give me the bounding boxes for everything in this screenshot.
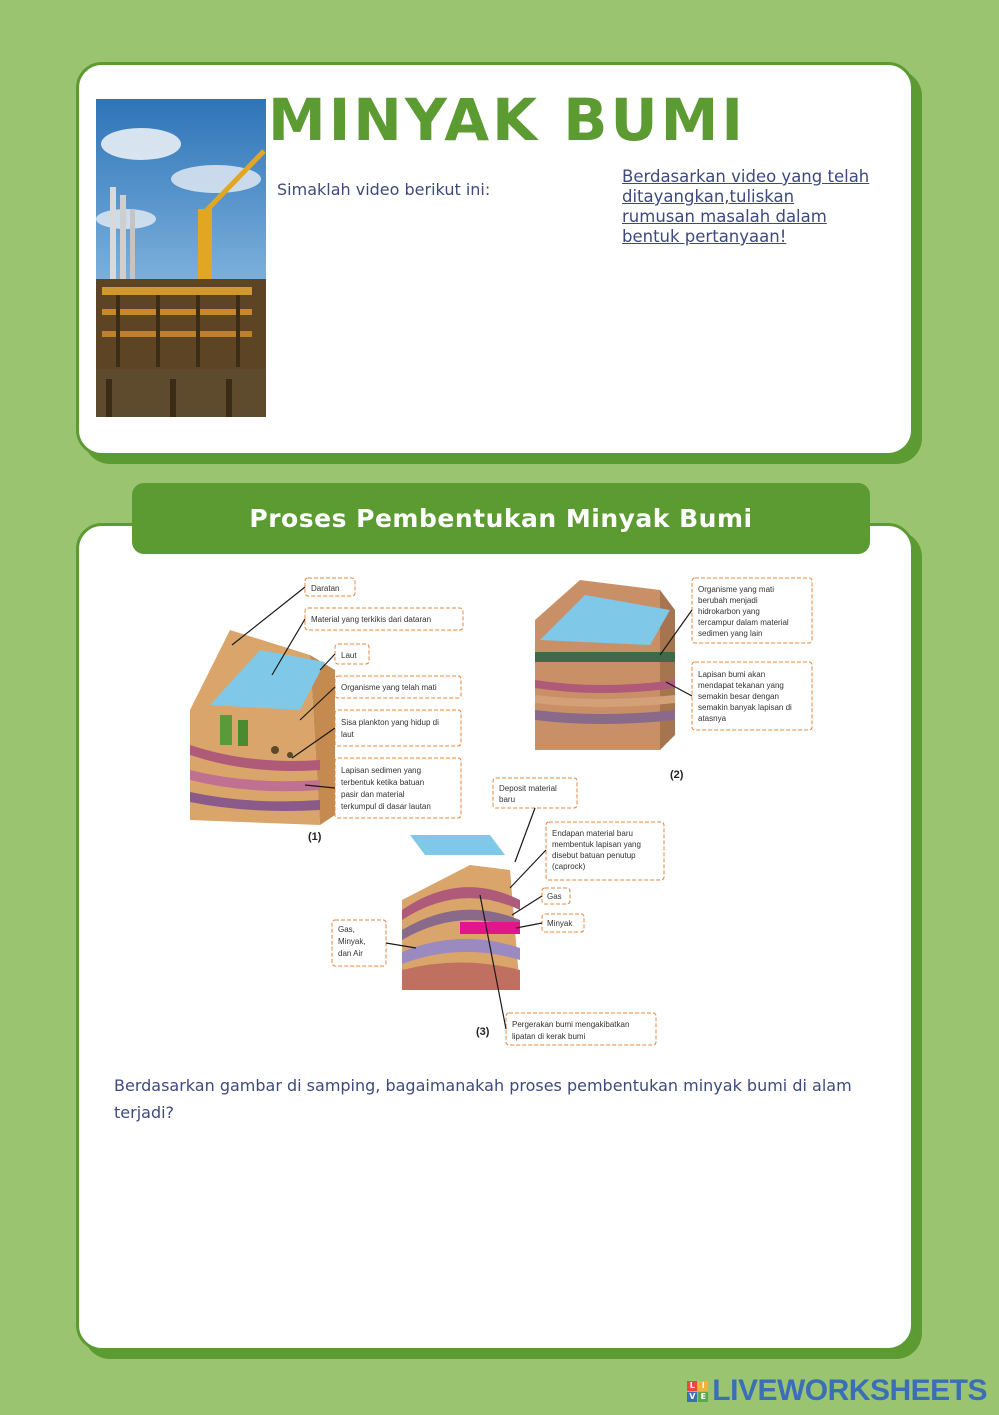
label-laut: Laut (341, 651, 357, 660)
label-organisme-mati: Organisme yang telah mati (341, 683, 437, 692)
label-endapan-2: membentuk lapisan yang (552, 840, 641, 849)
logo-letter-i: I (698, 1381, 708, 1391)
label-minyak: Minyak (547, 919, 573, 928)
label-tekanan-4: semakin banyak lapisan di (698, 703, 792, 712)
label-deposit-1: Deposit material (499, 784, 557, 793)
label-plankton-2: laut (341, 730, 354, 739)
diagram-stage-1 (190, 630, 335, 825)
question-text: Berdasarkan gambar di samping, bagaimanakah proses pembentukan minyak bumi di alam terjadi? (114, 1076, 852, 1122)
label-sedimen-2: terbentuk ketika batuan (341, 778, 425, 787)
label-pergerakan-1: Pergerakan bumi mengakibatkan (512, 1020, 630, 1029)
task-instruction-link[interactable]: Berdasarkan video yang telah ditayangkan,tuliskan rumusan masalah dalam bentuk pertanyaan! (622, 167, 870, 246)
label-hidrokarbon-2: berubah menjadi (698, 596, 758, 605)
liveworksheets-logo (687, 1374, 987, 1408)
label-tekanan-5: atasnya (698, 714, 727, 723)
label-sedimen-4: terkumpul di dasar lautan (341, 802, 431, 811)
label-gas: Gas (547, 892, 562, 901)
section-title: Proses Pembentukan Minyak Bumi (132, 483, 870, 554)
label-hidrokarbon-4: tercampur dalam material (698, 618, 789, 627)
step-1-label: (1) (308, 831, 322, 843)
video-instruction: Simaklah video berikut ini: (277, 180, 491, 199)
label-plankton-1: Sisa plankton yang hidup di (341, 718, 439, 727)
label-sedimen-1: Lapisan sedimen yang (341, 766, 422, 775)
logo-letter-e: E (698, 1392, 708, 1402)
label-endapan-1: Endapan material baru (552, 829, 633, 838)
step-2-label: (2) (670, 769, 684, 781)
label-deposit-2: baru (499, 795, 516, 804)
label-gas-minyak-air-2: Minyak, (338, 937, 366, 946)
label-endapan-4: (caprock) (552, 862, 586, 871)
logo-letter-v: V (689, 1391, 696, 1401)
label-gas-minyak-air-3: dan Air (338, 949, 363, 958)
label-material-terkikis: Material yang terkikis dari dataran (311, 615, 432, 624)
label-pergerakan-2: lipatan di kerak bumi (512, 1032, 586, 1041)
label-endapan-3: disebut batuan penutup (552, 851, 636, 860)
logo-letter-l: L (687, 1381, 697, 1391)
step-3-label: (3) (476, 1026, 490, 1038)
label-sedimen-3: pasir dan material (341, 790, 405, 799)
oil-rig-photo (96, 99, 266, 417)
brand-text: LIVEWORKSHEETS (712, 1374, 987, 1407)
oil-formation-diagram (180, 570, 840, 1050)
label-tekanan-2: mendapat tekanan yang (698, 681, 784, 690)
diagram-stage-3 (402, 835, 520, 990)
label-tekanan-1: Lapisan bumi akan (698, 670, 766, 679)
label-hidrokarbon-3: hidrokarbon yang (698, 607, 760, 616)
liveworksheets-logo-icon (687, 1381, 708, 1402)
label-gas-minyak-air-1: Gas, (338, 925, 355, 934)
diagram-stage-2 (535, 580, 675, 750)
label-daratan: Daratan (311, 584, 340, 593)
label-tekanan-3: semakin besar dengan (698, 692, 779, 701)
label-hidrokarbon-1: Organisme yang mati (698, 585, 775, 594)
page-title: MINYAK BUMI (268, 86, 746, 154)
label-hidrokarbon-5: sedimen yang lain (698, 629, 763, 638)
